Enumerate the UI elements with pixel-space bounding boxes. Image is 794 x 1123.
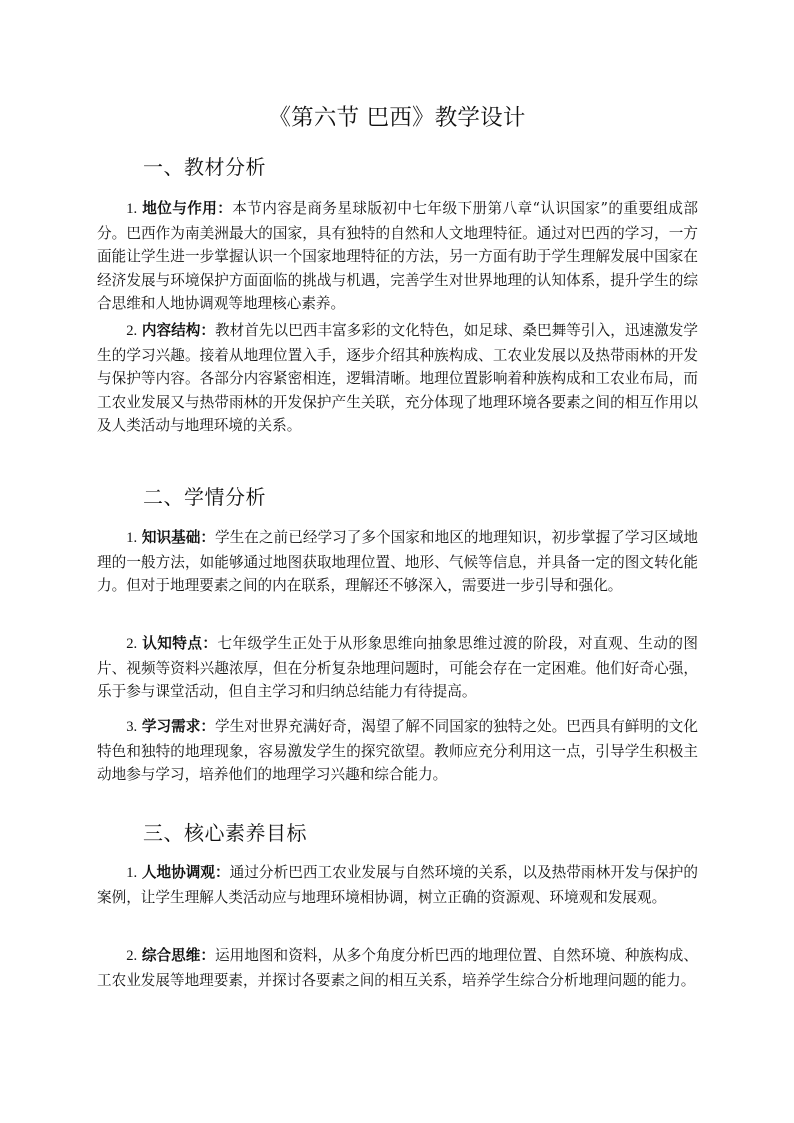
item-number: 2. bbox=[126, 948, 138, 964]
document-title: 《第六节 巴西》教学设计 bbox=[268, 105, 526, 131]
paragraph-knowledge-basis bbox=[97, 526, 698, 598]
item-keyword: 内容结构： bbox=[141, 322, 216, 339]
item-text: 教材首先以巴西丰富多彩的文化特色，如足球、桑巴舞等引入，迅速激发学生的学习兴趣。接着从地理位置入手，逐步介绍其种族构成、工农业发展以及热带雨林的开发与保护等内容。各部分内容紧密相连，逻辑清晰。地理位置影响着种族构成和工农业布局，而工农业发展又与热带雨林的开发保护产生关联，充分体现了地理环境各要素之间的相互作用以及人类活动与地理环境的关系。 bbox=[97, 322, 698, 435]
item-text: 运用地图和资料，从多个角度分析巴西的地理位置、自然环境、种族构成、工农业发展等地理要素，并探讨各要素之间的相互关系，培养学生综合分析地理问题的能力。 bbox=[97, 947, 698, 989]
section-heading-textbook-analysis: 一、教材分析 bbox=[143, 155, 266, 179]
item-keyword: 学习需求： bbox=[141, 718, 216, 735]
paragraph-position-and-role bbox=[97, 197, 698, 316]
section-heading-student-analysis: 二、学情分析 bbox=[143, 485, 266, 509]
item-keyword: 综合思维： bbox=[141, 947, 216, 964]
item-number: 2. bbox=[126, 636, 138, 652]
item-number: 1. bbox=[126, 865, 138, 881]
paragraph-cognitive-features bbox=[97, 632, 698, 704]
item-keyword: 地位与作用： bbox=[142, 200, 233, 217]
item-number: 1. bbox=[126, 201, 138, 217]
section-heading-core-literacy-goals: 三、核心素养目标 bbox=[143, 821, 307, 845]
paragraph-human-land-coordination bbox=[97, 861, 698, 909]
item-text: 本节内容是商务星球版初中七年级下册第八章“认识国家”的重要组成部分。巴西作为南美洲最大的国家，具有独特的自然和人文地理特征。通过对巴西的学习，一方面能让学生进一步掌握认识一个国家地理特征的方法，另一方面有助于学生理解发展中国家在经济发展与环境保护方面面临的挑战与机遇，完善学生对世界地理的认知体系，提升学生的综合思维和人地协调观等地理核心素养。 bbox=[97, 200, 698, 313]
item-keyword: 人地协调观： bbox=[141, 864, 230, 881]
item-text: 七年级学生正处于从形象思维向抽象思维过渡的阶段，对直观、生动的图片、视频等资料兴趣浓厚，但在分析复杂地理问题时，可能会存在一定困难。他们好奇心强，乐于参与课堂活动，但自主学习和归纳总结能力有待提高。 bbox=[97, 635, 698, 701]
item-text: 通过分析巴西工农业发展与自然环境的关系，以及热带雨林开发与保护的案例，让学生理解人类活动应与地理环境相协调，树立正确的资源观、环境观和发展观。 bbox=[97, 864, 698, 906]
paragraph-learning-needs bbox=[97, 715, 698, 787]
item-number: 1. bbox=[126, 530, 138, 546]
item-text: 学生在之前已经学习了多个国家和地区的地理知识，初步掌握了学习区域地理的一般方法，如能够通过地图获取地理位置、地形、气候等信息，并具备一定的图文转化能力。但对于地理要素之间的内在联系，理解还不够深入，需要进一步引导和强化。 bbox=[97, 529, 698, 595]
item-keyword: 认知特点： bbox=[142, 635, 218, 652]
paragraph-content-structure bbox=[97, 319, 698, 438]
item-keyword: 知识基础： bbox=[141, 529, 216, 546]
item-number: 3. bbox=[126, 719, 138, 735]
paragraph-comprehensive-thinking bbox=[97, 944, 698, 992]
item-number: 2. bbox=[126, 323, 138, 339]
item-text: 学生对世界充满好奇，渴望了解不同国家的独特之处。巴西具有鲜明的文化特色和独特的地理现象，容易激发学生的探究欲望。教师应充分利用这一点，引导学生积极主动地参与学习，培养他们的地理学习兴趣和综合能力。 bbox=[97, 718, 698, 784]
